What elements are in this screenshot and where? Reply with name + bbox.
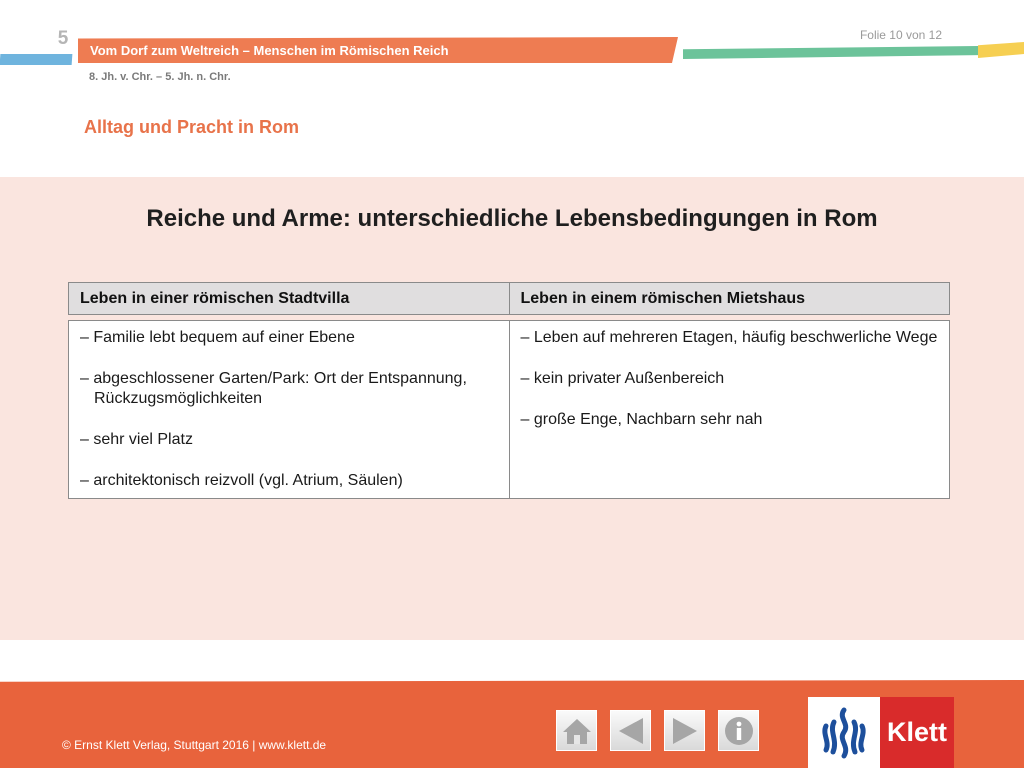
column-mietshaus <box>509 321 950 498</box>
chapter-title: Vom Dorf zum Weltreich – Menschen im Römischen Reich <box>90 43 449 58</box>
arrow-left-icon <box>615 716 647 746</box>
column-header-mietshaus: Leben in einem römischen Mietshaus <box>509 283 950 314</box>
main-heading: Reiche und Arme: unterschiedliche Lebensbedingungen in Rom <box>146 205 878 232</box>
next-slide-button[interactable] <box>664 710 705 751</box>
copyright-text: © Ernst Klett Verlag, Stuttgart 2016 | www.klett.de <box>62 738 327 752</box>
period-label: 8. Jh. v. Chr. – 5. Jh. n. Chr. <box>89 71 231 83</box>
info-button[interactable] <box>718 710 759 751</box>
list-item: – Familie lebt bequem auf einer Ebene <box>80 329 355 346</box>
header-stripe-blue <box>0 54 72 65</box>
list-item: – sehr viel Platz <box>80 431 193 448</box>
section-title: Alltag und Pracht in Rom <box>84 117 300 137</box>
column-villa <box>69 321 509 498</box>
arrow-right-icon <box>669 716 701 746</box>
column-header-villa: Leben in einer römischen Stadtvilla <box>80 290 350 307</box>
list-item: – kein privater Außenbereich <box>520 370 725 387</box>
header-stripe-yellow <box>978 42 1024 58</box>
comparison-table-body <box>68 320 950 499</box>
previous-slide-button[interactable] <box>610 710 651 751</box>
klett-logo <box>808 697 954 768</box>
list-item: – Leben auf mehreren Etagen, häufig beschwerliche Wege <box>520 329 938 346</box>
comparison-table-header <box>68 282 950 315</box>
chapter-number: 5 <box>57 28 69 49</box>
klett-wordmark: Klett <box>880 697 954 768</box>
slide-counter: Folie 10 von 12 <box>859 28 942 42</box>
info-icon <box>723 715 755 747</box>
list-item: – abgeschlossener Garten/Park: Ort der Entspannung, Rückzugsmöglichkeiten <box>80 370 467 407</box>
header-stripe-green <box>683 46 978 59</box>
list-item: – architektonisch reizvoll (vgl. Atrium, Säulen) <box>80 472 403 489</box>
home-icon <box>561 716 593 746</box>
list-item: – große Enge, Nachbarn sehr nah <box>520 411 763 428</box>
klett-emblem-icon <box>808 697 880 768</box>
home-button[interactable] <box>556 710 597 751</box>
